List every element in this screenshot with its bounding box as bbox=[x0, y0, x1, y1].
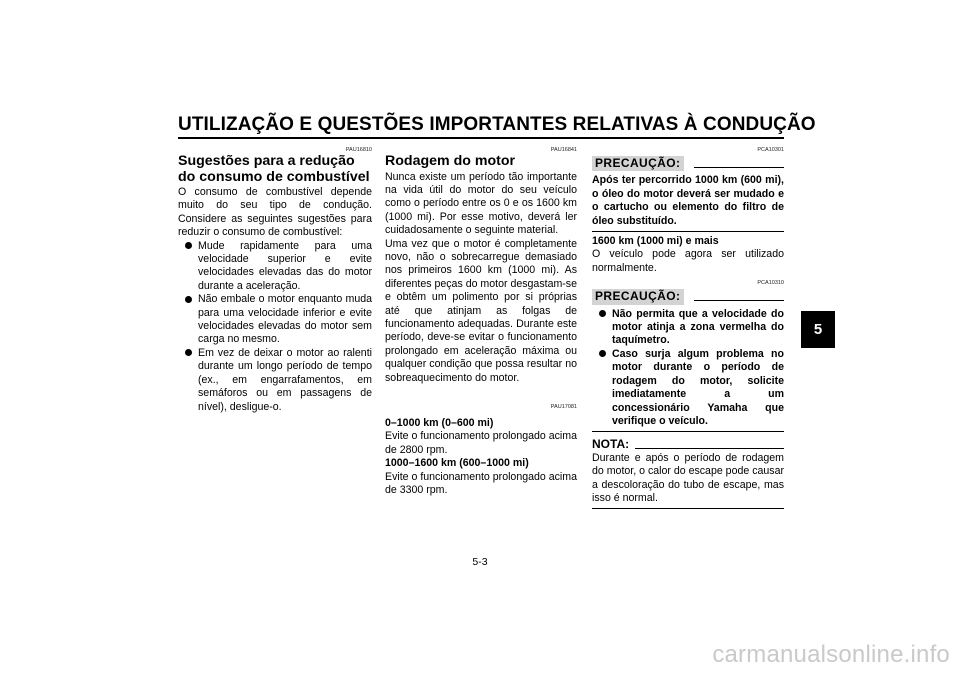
caution-label: PRECAUÇÃO: bbox=[592, 289, 684, 304]
tips-list bbox=[178, 240, 372, 414]
caution-label: PRECAUÇÃO: bbox=[592, 156, 684, 171]
page-number: 5-3 bbox=[472, 556, 488, 568]
list-item: Caso surja algum problema no motor durante o período de rodagem do motor, solicite imediatamente a um concessionário Yamaha que verifique o veículo. bbox=[592, 348, 784, 428]
list-item: Não permita que a velocidade do motor atinja a zona vermelha do taquímetro. bbox=[592, 308, 784, 348]
note-end-rule bbox=[592, 508, 784, 509]
paragraph-intro: O consumo de combustível depende muito do seu tipo de condução. Considere as seguintes sugestões para reduzir o consumo de combustível: bbox=[178, 186, 372, 239]
caution-rule bbox=[694, 300, 784, 301]
bullet-icon bbox=[185, 349, 192, 356]
list-item: Mude rapidamente para uma velocidade superior e evite velocidades elevadas das do motor durante a aceleração. bbox=[178, 240, 372, 294]
column-precautions bbox=[592, 146, 784, 512]
paragraph-0-1000km: Evite o funcionamento prolongado acima de 2800 rpm. bbox=[385, 430, 577, 456]
caution-text: Após ter percorrido 1000 km (600 mi), o óleo do motor deverá ser mudado e o cartucho ou elemento do filtro de óleo substituído. bbox=[592, 174, 784, 227]
paragraph-1000-1600km: Evite o funcionamento prolongado acima de 3300 rpm. bbox=[385, 470, 577, 497]
bullet-icon bbox=[185, 242, 192, 249]
page-header-title: UTILIZAÇÃO E QUESTÕES IMPORTANTES RELATIVAS À CONDUÇÃO bbox=[178, 114, 816, 135]
paragraph-1600km: O veículo pode agora ser utilizado normalmente. bbox=[592, 248, 784, 274]
section-code: PAU16841 bbox=[550, 147, 577, 153]
caution-header bbox=[592, 289, 784, 304]
bullet-icon bbox=[599, 310, 606, 317]
watermark: carmanualsonline.info bbox=[712, 641, 950, 668]
note-label: NOTA: bbox=[592, 437, 630, 452]
caution-end-rule bbox=[592, 431, 784, 432]
note-header bbox=[592, 438, 784, 451]
column-fuel-consumption bbox=[178, 146, 372, 414]
header-rule bbox=[178, 137, 784, 139]
column-engine-break-in bbox=[385, 146, 577, 497]
paragraph-break-in-2: Uma vez que o motor é completamente novo, não o sobrecarregue demasiado nos primeiros 1600 km (1000 mi). As diferentes peças do motor desgastam-se e obtêm um polimento por si próprias até que atinjam as folgas de funcionamento adequadas. Durante este período, deve-se evitar o funcionamento prolongado em aceleração máxima ou qualquer condição que possa resultar no sobreaquecimento do motor. bbox=[385, 237, 577, 384]
subheading-0-1000km: 0–1000 km (0–600 mi) bbox=[385, 417, 494, 429]
chapter-tab: 5 bbox=[801, 311, 835, 348]
note-text: Durante e após o período de rodagem do motor, o calor do escape pode causar a descoloração do tubo de escape, mas isso é normal. bbox=[592, 451, 784, 504]
bullet-icon bbox=[599, 350, 606, 357]
subheading-1000-1600km: 1000–1600 km (600–1000 mi) bbox=[385, 457, 529, 470]
section-title-fuel-consumption: Sugestões para a redução do consumo de combustível bbox=[178, 153, 370, 185]
caution-header bbox=[592, 156, 784, 171]
caution-code: PCA10310 bbox=[757, 280, 784, 287]
caution-rule bbox=[694, 167, 784, 168]
bullet-icon bbox=[185, 296, 192, 303]
caution-list bbox=[592, 308, 784, 429]
caution-end-rule bbox=[592, 231, 784, 232]
list-item: Em vez de deixar o motor ao ralenti durante um longo período de tempo (ex., em engarrafamentos, em semáforos ou em passagens de nível), desligue-o. bbox=[178, 347, 372, 414]
note-rule bbox=[635, 448, 784, 449]
paragraph-break-in-1: Nunca existe um período tão importante na vida útil do motor do seu veículo como o período entre os 0 e os 1600 km (1000 mi). Por esse motivo, deverá ler cuidadosamente o seguinte material. bbox=[385, 170, 577, 237]
section-title-break-in: Rodagem do motor bbox=[385, 153, 516, 169]
list-item: Não embale o motor enquanto muda para uma velocidade inferior e evite velocidades elevadas do motor sem carga no mesmo. bbox=[178, 293, 372, 347]
subheading-1600km: 1600 km (1000 mi) e mais bbox=[592, 235, 719, 248]
section-code: PAU16810 bbox=[345, 147, 372, 153]
caution-code: PCA10301 bbox=[757, 147, 784, 153]
section-code: PAU17081 bbox=[550, 404, 577, 410]
